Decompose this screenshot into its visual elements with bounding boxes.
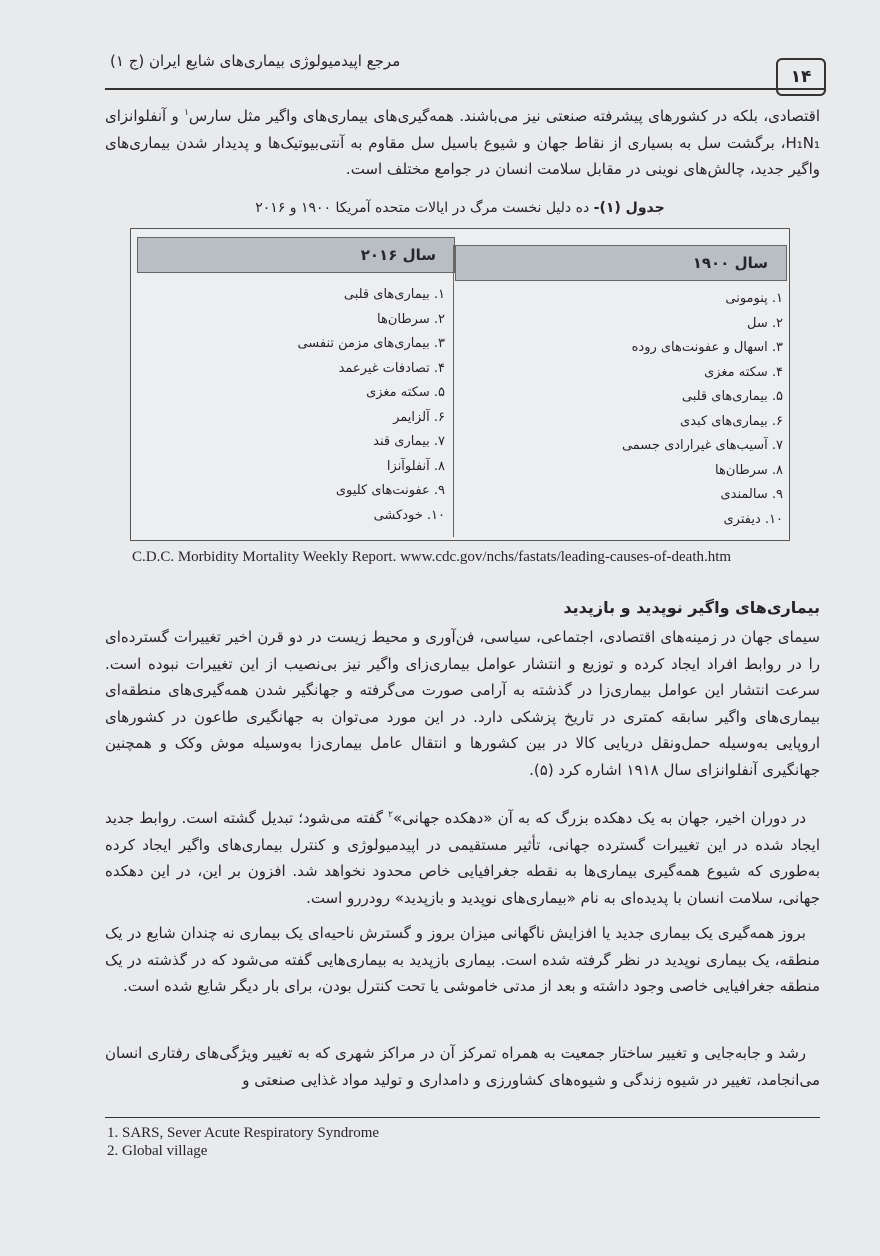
table-source: C.D.C. Morbidity Mortality Weekly Report. www.cdc.gov/nchs/fastats/leading-causes-of-death.htm [132,549,732,565]
intro-paragraph [105,100,820,183]
list-item: ۳. بیماری‌های مزمن تنفسی [297,336,445,351]
paragraph-2 [105,802,820,911]
header-rule [105,88,825,90]
table-caption-text: ده دلیل نخست مرگ در ایالات متحده آمریکا ۱۹۰۰ و ۲۰۱۶ [255,200,594,216]
section-title: بیماری‌های واگیر نوپدید و بازپدید [563,598,820,617]
paragraph-2-text-b: گفته می‌شود؛ تبدیل گشته است. روابط جدید ایجاد شده در این تغییرات گسترده جهانی، تأثیر مستقیمی در اپیدمیولوژی و کنترل بیماری‌های واگیر ایجاد کرده به‌طوری که شیوع همه‌گیری بیماری‌ها به نقطه جغرافیایی خاص محدود نخواهد شد. افزون بر این، در این دهکده جهانی، سلامت انسان با پدیده‌ای به نام «بیماری‌های نوپدید و بازپدید» رودررو است. [105,809,820,907]
list-item: ۵. سکته مغزی [366,385,445,400]
paragraph-1: سیمای جهان در زمینه‌های اقتصادی، اجتماعی، سیاسی، فن‌آوری و محیط زیست در دو قرن اخیر تغییرات گسترده‌ای را در روابط افراد ایجاد کرده و توزیع و انتشار عوامل بیماری‌زای واگیر نیز بی‌نصیب از این تغییرات نبوده است. سرعت انتشار این عوامل بیماری‌زا در گذشته به آرامی صورت می‌گرفته و جهانگیر شدن همه‌گیری‌های منطقه‌ای بیماری‌های واگیر سابقه کمتری در تاریخ پزشکی دارد. در این مورد می‌توان به جهانگیری طاعون در کشورهای اروپایی به‌وسیله حمل‌ونقل دریایی کالا در بین کشورها و انتقال عامل بیماری‌زا به‌وسیله موش وکک و همچنین جهانگیری آنفلوانزای سال ۱۹۱۸ اشاره کرد (۵). [105,628,820,779]
footnote-rule [105,1117,820,1118]
paragraph-3: بروز همه‌گیری یک بیماری جدید یا افزایش ناگهانی میزان بروز و گسترش ناحیه‌ای یک بیماری نه چندان شایع در یک منطقه، یک بیماری نوپدید در نظر گرفته شده است. بیماری بازپدید به بیماری‌هایی گفته می‌شود که در گذشته در یک منطقه جغرافیایی خاصی وجود داشته و بعد از مدتی خاموشی یا تحت کنترل بودن، برای بار دیگر شایع شده است. [105,924,820,995]
column-divider [453,245,454,537]
footnote-ref-1: ۱ [184,108,189,118]
list-item: ۱۰. دیفتری [723,511,783,527]
paragraph-4: رشد و جابه‌جایی و تغییر ساختار جمعیت به همراه تمرکز آن در مراکز شهری که به تغییر ویژگی‌های رفتاری انسان می‌انجامد، تغییر در شیوه زندگی و شیوه‌های کشاورزی و دامداری و تولید مواد غذایی صنعتی و [105,1044,820,1089]
table-caption [200,200,720,216]
list-item: ۷. آسیب‌های غیرارادی جسمی [621,438,783,453]
list-item: ۶. بیماری‌های کبدی [680,413,783,429]
list-item: ۱۰. خودکشی [373,507,445,523]
list-item: ۷. بیماری قند [373,434,445,449]
page-number: ۱۴ [776,58,826,96]
list-item: ۳. اسهال و عفونت‌های روده [631,340,783,355]
footnote-ref-2: ۲ [388,810,393,820]
list-item: ۴. تصادفات غیرعمد [338,360,445,376]
list-item: ۵. بیماری‌های قلبی [681,389,783,404]
list-item: ۱. بیماری‌های قلبی [343,287,445,302]
list-item: ۱. پنومونی [725,291,783,306]
table-caption-label: جدول (۱)- [593,200,665,216]
footnote-1: 1. SARS, Sever Acute Respiratory Syndrome [107,1125,380,1141]
intro-text-a: اقتصادی، بلکه در کشورهای پیشرفته صنعتی نیز می‌باشند. همه‌گیری‌های بیماری‌های واگیر مثل سارس [188,107,820,125]
footnotes [107,1124,707,1160]
list-item: ۲. سرطان‌ها [377,311,445,327]
list-2016 [145,283,445,528]
column-header-2016: سال ۲۰۱۶ [137,237,455,273]
list-item: ۲. سل [747,315,783,331]
list-item: ۹. عفونت‌های کلیوی [335,483,445,498]
list-1900 [465,287,783,532]
causes-of-death-table [130,228,790,541]
list-item: ۸. آنفلوآنزا [386,458,445,474]
list-item: ۹. سالمندی [720,487,783,502]
intro-text-b: و آنفلوانزای H₁N₁، برگشت سل به بسیاری از نقاط جهان و شیوع باسیل سل مقاوم به آنتی‌بیوتیک‌ها و پدیدار شدن بیماری‌های واگیر جدید، چالش‌های نوینی در مقابل سلامت انسان در جوامع مختلف است. [105,107,820,178]
footnote-2: 2. Global village [107,1143,208,1159]
list-item: ۸. سرطان‌ها [715,462,783,478]
list-item: ۶. آلزایمر [393,409,445,425]
paragraph-2-text-a: در دوران اخیر، جهان به یک دهکده بزرگ که به آن «دهکده جهانی» [392,809,806,827]
column-header-1900: سال ۱۹۰۰ [455,245,787,281]
list-item: ۴. سکته مغزی [704,364,783,380]
running-title: مرجع اپیدمیولوژی بیماری‌های شایع ایران (ج ۱) [110,52,401,70]
